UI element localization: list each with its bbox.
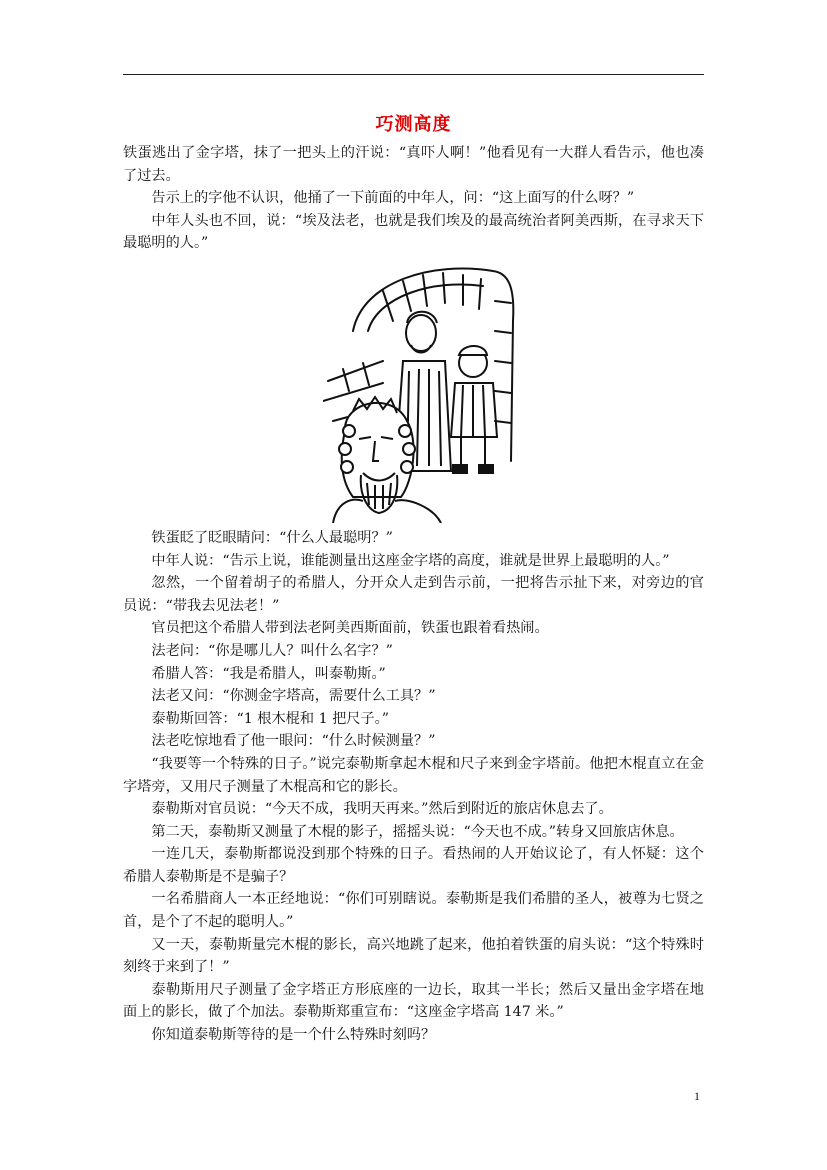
header-rule	[123, 74, 704, 75]
paragraph: 泰勒斯用尺子测量了金字塔正方形底座的一边长，取其一半长；然后又量出金字塔在地面上的影长，做了个加法。泰勒斯郑重宣布：“这座金字塔高 147 米。”	[123, 981, 704, 1021]
paragraph: 法老吃惊地看了他一眼问：“什么时候测量？”	[151, 733, 436, 750]
paragraph: 法老问：“你是哪儿人？叫什么名字？”	[151, 642, 393, 659]
page-number: 1	[694, 1089, 700, 1103]
paragraph: “我要等一个特殊的日子。”说完泰勒斯拿起木棍和尺子来到金字塔前。他把木棍直立在金字塔旁，又用尺子测量了木棍高和它的影长。	[123, 755, 704, 795]
paragraph: 官员把这个希腊人带到法老阿美西斯面前，铁蛋也跟着看热闹。	[151, 620, 549, 637]
paragraph: 泰勒斯对官员说：“今天不成，我明天再来。”然后到附近的旅店休息去了。	[151, 801, 613, 818]
paragraph: 一连几天，泰勒斯都说没到那个特殊的日子。看热闹的人开始议论了，有人怀疑：这个希腊人泰勒斯是不是骗子？	[123, 846, 704, 885]
paragraph: 中年人说：“告示上说，谁能测量出这座金字塔的高度，谁就是世界上最聪明的人。”	[151, 552, 670, 569]
paragraph: 法老又问：“你测金字塔高，需要什么工具？”	[151, 688, 436, 705]
paragraph: 你知道泰勒斯等待的是一个什么特殊时刻吗？	[151, 1027, 436, 1044]
story-body	[123, 142, 704, 1047]
paragraph: 忽然，一个留着胡子的希腊人，分开众人走到告示前，一把将告示扯下来，对旁边的官员说：“带我去见法老！”	[123, 575, 704, 614]
paragraph: 铁蛋逃出了金字塔，抹了一把头上的汗说：“真吓人啊！”他看见有一大群人看告示，他也凑了过去。	[123, 145, 704, 184]
pharaoh-thales-tiedan-illustration	[323, 261, 521, 523]
paragraph: 中年人头也不回，说：“埃及法老，也就是我们埃及的最高统治者阿美西斯，在寻求天下最聪明的人。”	[123, 212, 704, 252]
paragraph: 又一天，泰勒斯量完木棍的影长，高兴地跳了起来，他拍着铁蛋的肩头说：“这个特殊时刻终于来到了！”	[123, 936, 704, 976]
paragraph: 希腊人答：“我是希腊人，叫泰勒斯。”	[151, 665, 386, 682]
paragraph: 一名希腊商人一本正经地说：“你们可别瞎说。泰勒斯是我们希腊的圣人，被尊为七贤之首，是个了不起的聪明人。”	[123, 891, 704, 931]
paragraph: 告示上的字他不认识，他捅了一下前面的中年人，问：“这上面写的什么呀？”	[151, 190, 635, 207]
paragraph: 铁蛋眨了眨眼睛问：“什么人最聪明？”	[151, 529, 393, 546]
document-title: 巧测高度	[375, 114, 452, 135]
paragraph: 第二天，泰勒斯又测量了木棍的影子，摇摇头说：“今天也不成。”转身又回旅店休息。	[151, 823, 684, 840]
paragraph: 泰勒斯回答：“1 根木棍和 1 把尺子。”	[151, 710, 390, 727]
